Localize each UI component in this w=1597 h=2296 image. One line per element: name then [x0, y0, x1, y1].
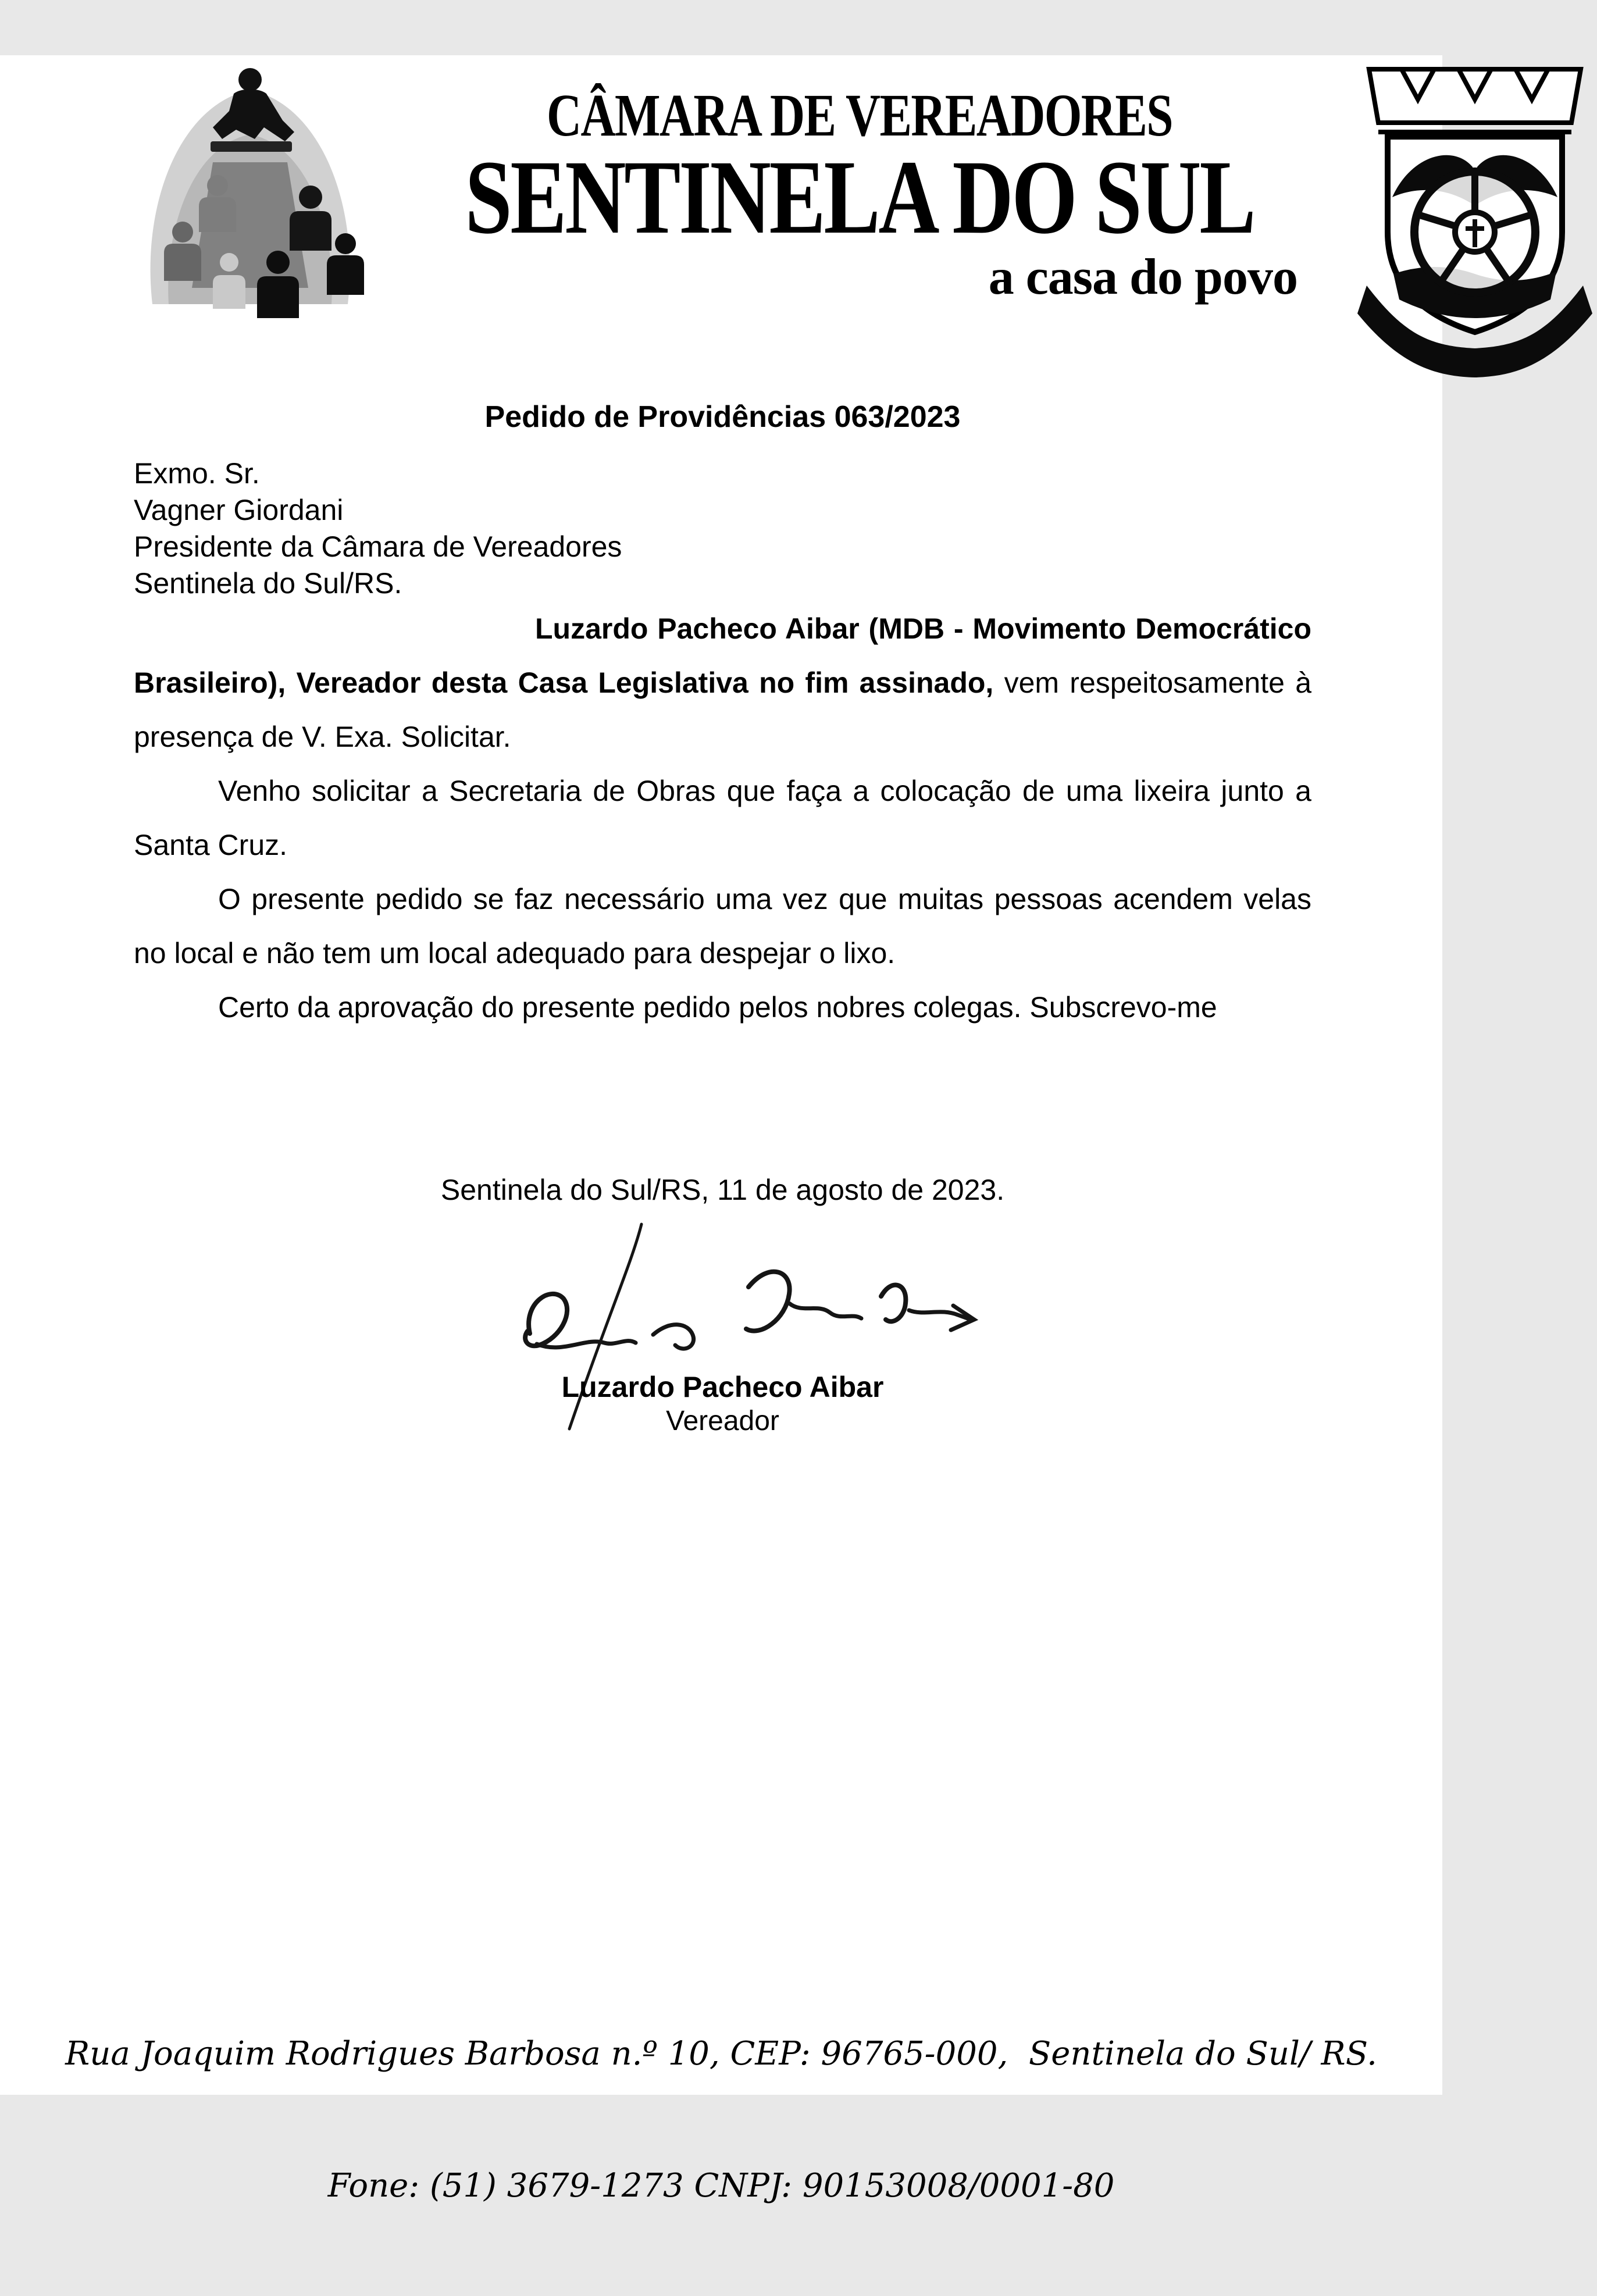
body-paragraph-1: Venho solicitar a Secretaria de Obras que faça a colocação de uma lixeira junto a Santa Cruz.: [134, 775, 1311, 861]
intro-paragraph: [134, 602, 1311, 764]
org-line2: SENTINELA DO SUL: [465, 138, 1254, 256]
municipal-coat-of-arms-icon: [1353, 55, 1597, 346]
signatory-role: Vereador: [666, 1406, 779, 1436]
footer: [0, 1944, 1442, 2296]
recipient-line: Exmo. Sr.: [134, 457, 260, 490]
intro-bold-text: Luzardo Pacheco Aibar (MDB - Movimento Democrático Brasileiro), Vereador desta Casa Legislativa no fim assinado,: [134, 612, 1311, 699]
signatory-name: Luzardo Pacheco Aibar: [561, 1371, 884, 1403]
org-line1: CÂMARA DE VEREADORES: [547, 82, 1172, 149]
intro-regular-text: vem respeitosamente à presença de V. Exa. Solicitar.: [134, 666, 1312, 753]
council-people-logo-icon: [134, 55, 366, 323]
closing-line: Certo da aprovação do presente pedido pelos nobres colegas. Subscrevo-me: [218, 991, 1217, 1024]
document-title: Pedido de Providências 063/2023: [484, 400, 961, 434]
letterhead: [134, 55, 1311, 346]
org-name-block: [366, 55, 1353, 304]
dateline: Sentinela do Sul/RS, 11 de agosto de 2023.: [440, 1174, 1005, 1206]
recipient-line: Vagner Giordani: [134, 494, 344, 526]
org-tagline: a casa do povo: [988, 248, 1297, 305]
body-paragraph-2: O presente pedido se faz necessário uma vez que muitas pessoas acendem velas no local e não tem um local adequado para despejar o lixo.: [134, 883, 1311, 969]
signature-block: [134, 1222, 1311, 1438]
footer-address-line: Rua Joaquim Rodrigues Barbosa n.º 10, CEP: 96765-000, Sentinela do Sul/ RS.: [65, 2035, 1377, 2073]
recipient-block: [134, 455, 1311, 602]
footer-phone-line: Fone: (51) 3679-1273 CNPJ: 90153008/0001-80: [327, 2166, 1115, 2205]
recipient-line: Sentinela do Sul/RS.: [134, 567, 402, 600]
scanned-letter-page: [0, 55, 1442, 2205]
recipient-line: Presidente da Câmara de Vereadores: [134, 530, 622, 563]
